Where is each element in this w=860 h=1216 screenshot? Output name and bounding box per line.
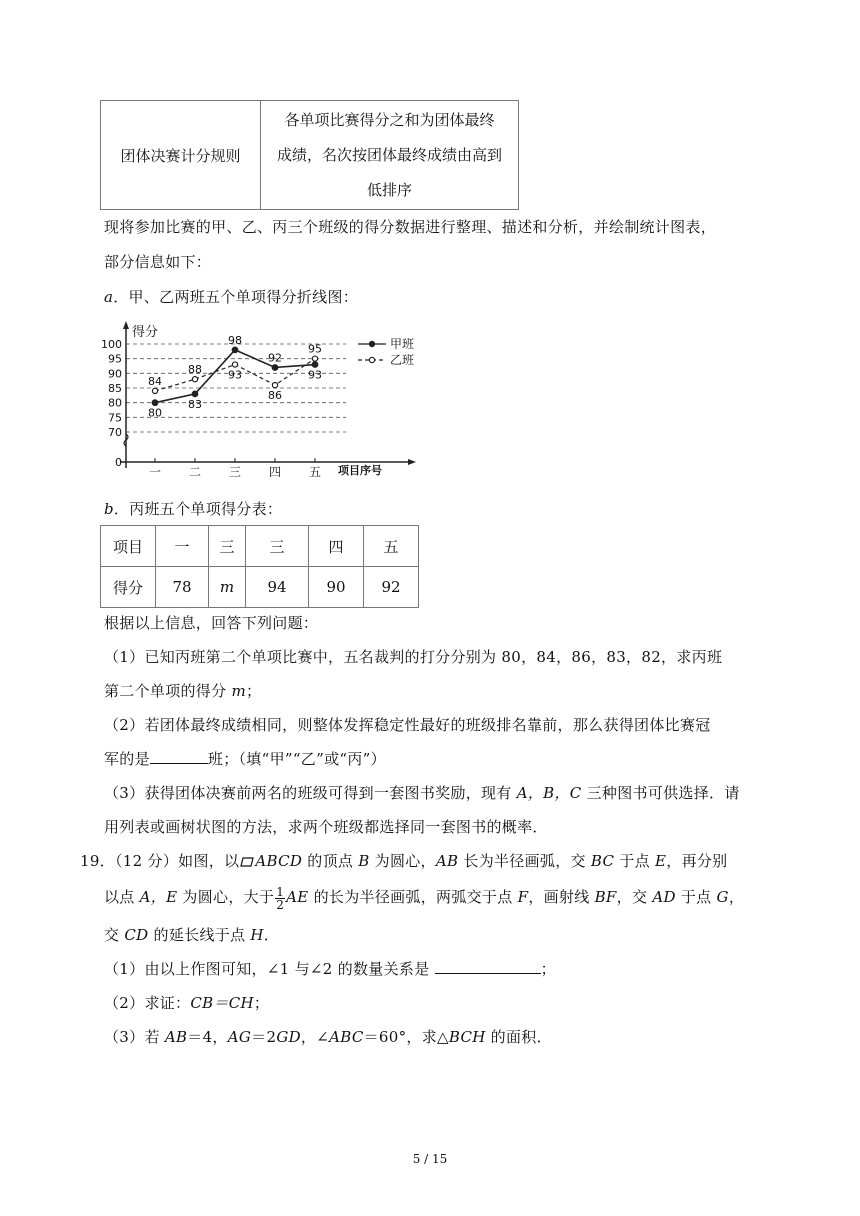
ray-label: BF (594, 888, 617, 906)
page-number: 5 / 15 (412, 1152, 448, 1166)
section-b-heading (104, 498, 282, 520)
segment-label: BC (590, 852, 615, 870)
q3-text-end: 三种图书可供选择．请 (581, 784, 740, 802)
question-1-line-1: （1）已知丙班第二个单项比赛中，五名裁判的打分分别为 80，84，86，83，82，求丙班 (104, 648, 723, 666)
text: 如图，以 (178, 852, 240, 870)
segment-label: GD (276, 1028, 301, 1046)
text: ，∠ (300, 1028, 330, 1046)
point-label: H (250, 926, 264, 944)
parallelogram-icon (240, 857, 254, 867)
legend-marker (369, 341, 374, 346)
scoring-rule-table (100, 100, 519, 210)
y-tick-label: 85 (108, 382, 122, 395)
q3-text: （3）获得团体决赛前两名的班级可得到一套图书奖励，现有 (104, 784, 517, 802)
data-point (272, 382, 277, 387)
text: ＝2 (251, 1028, 277, 1046)
q2-text: 军的是 (104, 750, 150, 768)
q1-text-end: ； (246, 682, 262, 700)
text: （2）求证： (104, 994, 191, 1012)
answer-blank[interactable] (435, 973, 541, 974)
question-1-line-2 (104, 680, 261, 702)
segment-label: AE (286, 888, 309, 906)
triangle-label: BCH (448, 1028, 486, 1046)
data-point (312, 356, 317, 361)
text: 以点 (104, 888, 140, 906)
text: ＝4， (187, 1028, 228, 1046)
class-c-score-table (100, 525, 419, 608)
data-point (232, 362, 237, 367)
text: 的长为半径画弧，两弧交于点 (308, 888, 518, 906)
data-label: 92 (268, 351, 282, 365)
y-tick-label: 75 (108, 411, 122, 425)
y-tick-label: 95 (108, 352, 122, 366)
fraction-half (275, 886, 285, 911)
question-3-line-2: 用列表或画树状图的方法，求两个班级都选择同一套图书的概率． (104, 818, 548, 836)
rule-line: 低排序 (366, 180, 412, 199)
chart-series (148, 334, 322, 420)
section-b-prefix: b (104, 500, 114, 518)
data-point (192, 391, 198, 397)
equation: CB＝CH (190, 994, 254, 1012)
y-tick-label: 90 (108, 367, 122, 381)
table-header-cell: 三 (209, 526, 246, 567)
table-row-label: 得分 (101, 567, 156, 608)
text: 于点 (675, 888, 717, 906)
data-label: 98 (228, 333, 242, 347)
section-a-text: ．甲、乙两班五个单项得分折线图： (113, 288, 359, 306)
line-chart (100, 318, 430, 478)
question-2-line-2 (104, 748, 386, 770)
data-point (192, 377, 197, 382)
data-label: 88 (188, 363, 202, 377)
data-label: 86 (268, 389, 282, 403)
text: ； (540, 960, 556, 978)
segment-label: CD (124, 926, 149, 944)
question-3-line-1 (104, 782, 740, 804)
fraction-numerator: 1 (276, 884, 285, 899)
data-label: 93 (308, 368, 322, 382)
y-axis-title: 得分 (132, 325, 159, 340)
x-axis-title: 项目序号 (338, 464, 382, 477)
fraction-denominator: 2 (276, 897, 285, 912)
section-a-prefix: a (104, 288, 114, 306)
problem-19-line-3 (104, 924, 279, 946)
table-cell: m (209, 567, 246, 608)
table-header-cell: 项目 (101, 526, 156, 567)
point-labels: A，E (139, 888, 178, 906)
table-cell: 94 (246, 567, 309, 608)
point-label: F (517, 888, 529, 906)
text: （1）由以上作图可知，∠1 与∠2 的数量关系是 (104, 960, 435, 978)
intro-line-2: 部分信息如下： (104, 253, 212, 271)
data-point (152, 388, 157, 393)
data-point (152, 400, 158, 406)
y-tick-label: 100 (101, 338, 122, 351)
table-header-cell: 四 (309, 526, 364, 567)
figure-name: ABCD (255, 852, 303, 870)
q1-text: 第二个单项的得分 (104, 682, 232, 700)
data-label: 93 (228, 368, 242, 382)
text: ＝60°，求△ (363, 1028, 449, 1046)
text: 于点 (614, 852, 656, 870)
angle-label: ABC (329, 1028, 364, 1046)
x-tick-label: 一 (148, 465, 162, 478)
table-header-cell: 五 (364, 526, 419, 567)
problem-19-sub-3 (104, 1026, 552, 1048)
y-tick-label: 80 (108, 396, 122, 410)
problem-19-sub-1 (104, 958, 556, 980)
intro-line-1: 现将参加比赛的甲、乙、丙三个班级的得分数据进行整理、描述和分析，并绘制统计图表， (104, 218, 717, 236)
text: 的面积． (485, 1028, 552, 1046)
section-a-heading (104, 286, 358, 308)
table-cell: 92 (364, 567, 419, 608)
text: 长为半径画弧，交 (458, 852, 591, 870)
segment-label: AG (227, 1028, 252, 1046)
answer-blank[interactable] (150, 763, 208, 764)
table-row (101, 567, 419, 608)
rule-table-label: 团体决赛计分规则 (101, 101, 261, 210)
table-header-cell: 三 (246, 526, 309, 567)
rule-line: 各单项比赛得分之和为团体最终 (284, 110, 495, 129)
text: 的延长线于点 (148, 926, 251, 944)
text: ，再分别 (666, 852, 728, 870)
problem-19-line-1 (80, 850, 727, 872)
data-label: 83 (188, 397, 202, 411)
section-b-text: ．丙班五个单项得分表： (113, 500, 283, 518)
data-point (232, 347, 238, 353)
data-point (272, 365, 278, 371)
table-header-cell: 一 (156, 526, 209, 567)
data-label: 84 (148, 374, 162, 388)
text: （3）若 (104, 1028, 165, 1046)
q1-variable: m (231, 682, 247, 700)
segment-label: AB (435, 852, 459, 870)
table-cell: 90 (309, 567, 364, 608)
text: ，交 (616, 888, 653, 906)
x-tick-labels (149, 458, 321, 478)
x-axis-arrow (408, 459, 416, 465)
problem-number: 19． (80, 852, 115, 870)
rule-line: 成绩，名次按团体最终成绩由高到 (276, 145, 502, 164)
legend-marker (369, 357, 374, 362)
x-tick-label: 四 (268, 465, 282, 478)
text: 的顶点 (302, 852, 359, 870)
y-tick-label: 0 (115, 456, 122, 469)
question-2-line-1: （2）若团体最终成绩相同，则整体发挥稳定性最好的班级排名靠前，那么获得团体比赛冠 (104, 716, 711, 734)
point-label: G (716, 888, 729, 906)
text: 交 (104, 926, 125, 944)
questions-lead: 根据以上信息，回答下列问题： (104, 614, 319, 632)
point-label: B (358, 852, 370, 870)
chart-legend (358, 336, 414, 367)
text: ，画射线 (528, 888, 595, 906)
segment-label: AB (164, 1028, 188, 1046)
text: ， (728, 888, 745, 906)
table-row (101, 526, 419, 567)
point-label: E (655, 852, 667, 870)
text: 为圆心， (369, 852, 436, 870)
text: ． (263, 926, 280, 944)
segment-label: AD (652, 888, 676, 906)
y-tick-labels (101, 338, 122, 469)
x-tick-label: 三 (228, 465, 242, 478)
y-tick-label: 70 (108, 426, 122, 439)
table-cell: 78 (156, 567, 209, 608)
text: ； (253, 994, 270, 1012)
data-point (312, 362, 318, 368)
problem-score: （12 分） (115, 852, 179, 870)
y-axis-arrow (123, 321, 129, 329)
data-label: 80 (148, 406, 162, 420)
text: 为圆心，大于 (177, 888, 275, 906)
q2-text-end: 班；（填“甲”“乙”或“丙”） (207, 750, 386, 768)
x-tick-label: 五 (308, 465, 322, 478)
legend-label: 乙班 (390, 353, 415, 367)
x-tick-label: 二 (188, 465, 202, 478)
data-label: 95 (308, 342, 322, 356)
problem-19-line-2 (104, 880, 744, 914)
rule-table-content (261, 101, 519, 210)
problem-19-sub-2 (104, 992, 269, 1014)
q3-variables: A，B，C (516, 784, 582, 802)
legend-label: 甲班 (390, 337, 415, 351)
